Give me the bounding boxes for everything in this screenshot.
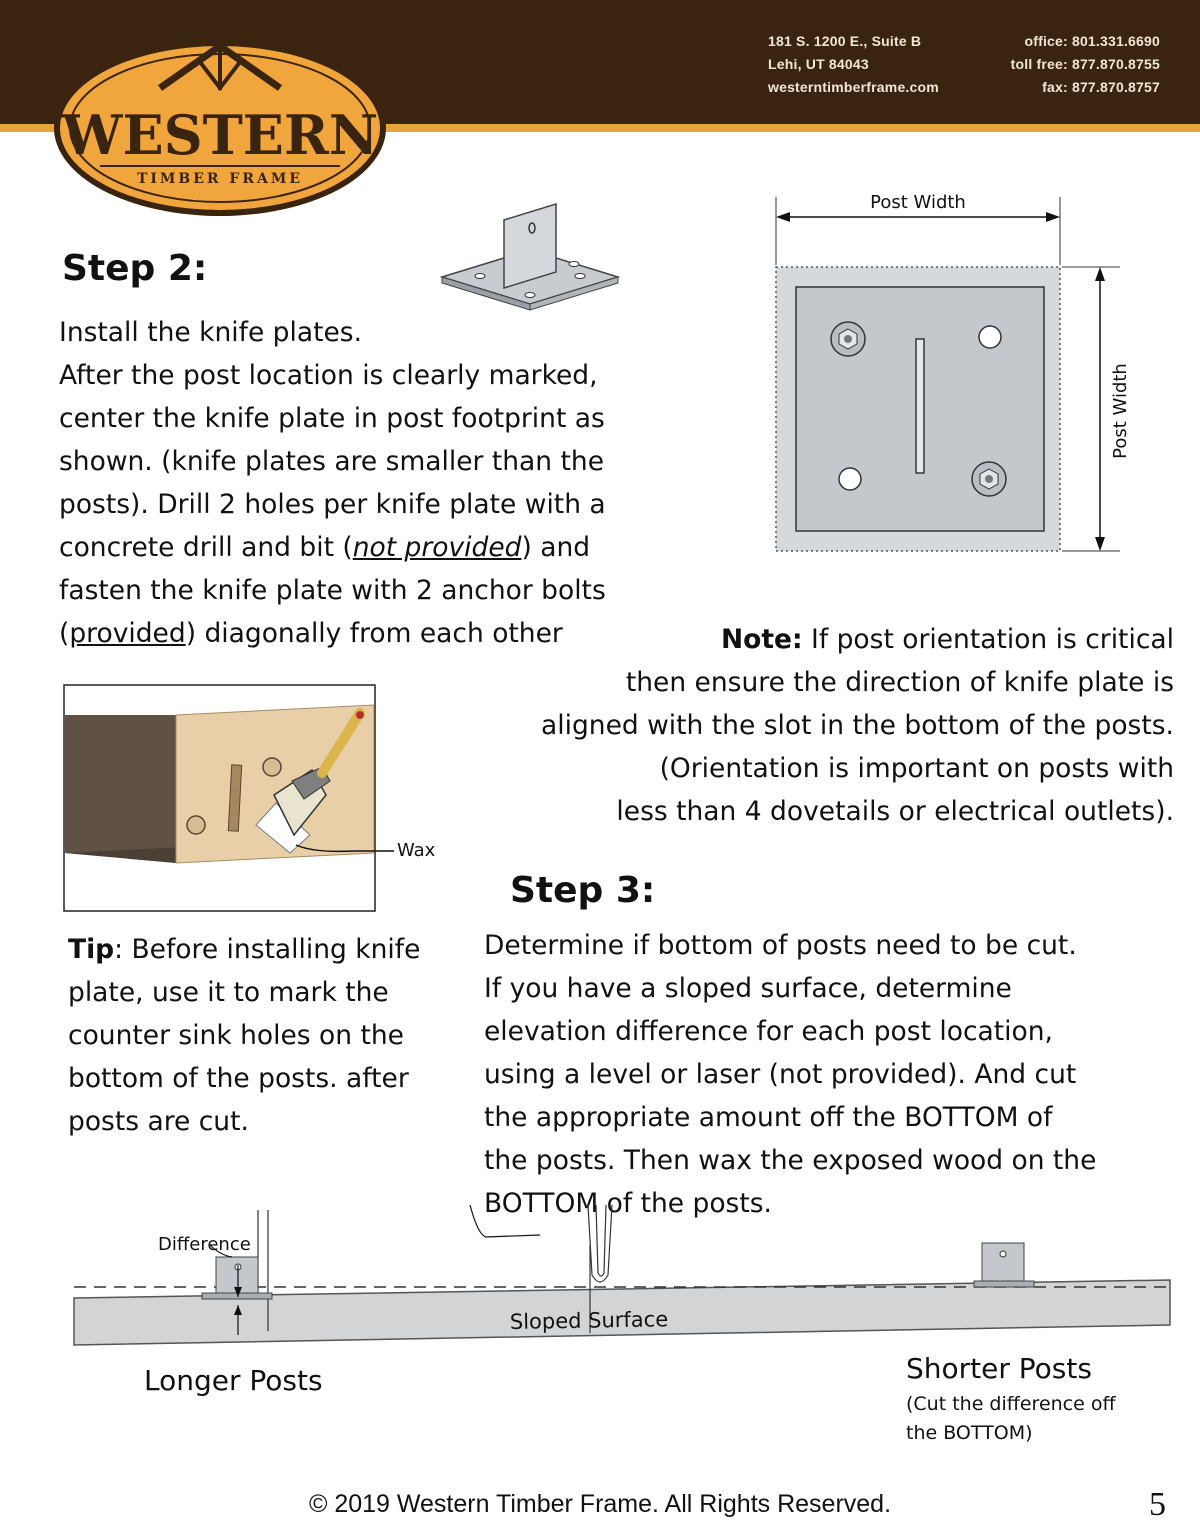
wax-label: Wax — [397, 840, 436, 861]
office-phone: office: 801.331.6690 — [1024, 33, 1160, 49]
copyright-footer: © 2019 Western Timber Frame. All Rights Reserved. — [308, 1490, 892, 1518]
note-line: less than 4 dovetails or electrical outlets). — [616, 796, 1174, 827]
step-2-line8-end: ) diagonally from each other — [185, 618, 563, 649]
step-3-body — [484, 924, 1096, 1225]
tip-label: Tip — [68, 934, 115, 965]
step-2-line: fasten the knife plate with 2 anchor bolts — [59, 575, 606, 606]
knife-plate-illustration — [440, 202, 620, 312]
post-width-top-label: Post Width — [870, 192, 966, 213]
tip-line — [68, 928, 420, 971]
wax-post-illustration — [64, 685, 464, 913]
address-line-1: 181 S. 1200 E., Suite B — [768, 33, 922, 49]
post-width-side-label: Post Width — [1110, 363, 1131, 459]
tip-line: posts are cut. — [68, 1106, 249, 1137]
step-3-line: the posts. Then wax the exposed wood on the — [484, 1145, 1097, 1176]
shorter-note-line: the BOTTOM) — [906, 1422, 1033, 1444]
knife-plate-right — [982, 1243, 1024, 1281]
logo-subtitle: TIMBER FRAME — [136, 171, 304, 187]
note-line: (Orientation is important on posts with — [659, 753, 1174, 784]
step-3-line: elevation difference for each post location, — [484, 1016, 1053, 1047]
post-side-face — [65, 715, 176, 863]
note-line: then ensure the direction of knife plate is — [625, 667, 1174, 698]
sloped-surface-label: Sloped Surface — [509, 1307, 669, 1334]
step-3-heading: Step 3: — [510, 870, 656, 911]
knife-plate-fin — [916, 339, 924, 473]
step-2-line: After the post location is clearly marked, — [59, 360, 598, 391]
contact-block — [1011, 30, 1160, 99]
step-2-line — [59, 612, 606, 655]
step-2-line6-start: concrete drill and bit ( — [59, 532, 353, 563]
difference-label: Difference — [158, 1234, 251, 1255]
step-3-line: Determine if bottom of posts need to be cut. — [484, 930, 1077, 961]
note-label: Note: — [720, 624, 803, 655]
step-3-line: BOTTOM of the posts. — [484, 1188, 772, 1219]
longer-posts-label: Longer Posts — [144, 1364, 323, 1397]
note-line-1: If post orientation is critical — [802, 624, 1174, 655]
logo-wordmark: WESTERN — [61, 103, 379, 167]
step-2-line: shown. (knife plates are smaller than the — [59, 446, 604, 477]
orientation-note — [541, 618, 1174, 833]
toll-free-phone: toll free: 877.870.8755 — [1010, 56, 1160, 72]
tip-line: counter sink holes on the — [68, 1020, 404, 1051]
shorter-posts-label: Shorter Posts — [906, 1352, 1092, 1385]
step-3-line: using a level or laser (not provided). And cut — [484, 1059, 1077, 1090]
fax-number: fax: 877.870.8757 — [1042, 79, 1160, 95]
sloped-surface-diagram — [70, 1205, 1180, 1355]
bolt-hole-icon — [839, 468, 861, 490]
bolt-hole-icon — [979, 326, 1001, 348]
note-line — [541, 618, 1174, 661]
step-3-line: If you have a sloped surface, determine — [484, 973, 1012, 1004]
tip-line-1: : Before installing knife — [114, 934, 421, 965]
post-footprint-diagram — [770, 185, 1130, 565]
step-2-heading: Step 2: — [62, 248, 208, 289]
step-2-line: center the knife plate in post footprint as — [59, 403, 605, 434]
step-2-line: Install the knife plates. — [59, 317, 363, 348]
provided-emphasis: provided — [69, 618, 186, 649]
step-3-line: the appropriate amount off the BOTTOM of — [484, 1102, 1053, 1133]
step-2-body — [59, 311, 606, 655]
note-line: aligned with the slot in the bottom of the posts. — [541, 710, 1174, 741]
address-block — [768, 30, 939, 99]
shorter-note-line: (Cut the difference off — [906, 1393, 1116, 1415]
address-line-2: Lehi, UT 84043 — [768, 56, 869, 72]
tip-line: plate, use it to mark the — [68, 977, 389, 1008]
step-2-line — [59, 526, 606, 569]
tip-line: bottom of the posts. after — [68, 1063, 409, 1094]
step-2-line8-start: ( — [59, 618, 70, 649]
step-2-line6-end: ) and — [521, 532, 591, 563]
shorter-posts-note — [906, 1390, 1116, 1448]
page-number: 5 — [1149, 1486, 1166, 1523]
website-link[interactable]: westerntimberframe.com — [768, 79, 939, 95]
not-provided-emphasis: not provided — [352, 532, 522, 563]
tip-block — [68, 928, 420, 1143]
step-2-line: posts). Drill 2 holes per knife plate with a — [59, 489, 606, 520]
western-timber-frame-logo — [50, 18, 390, 218]
